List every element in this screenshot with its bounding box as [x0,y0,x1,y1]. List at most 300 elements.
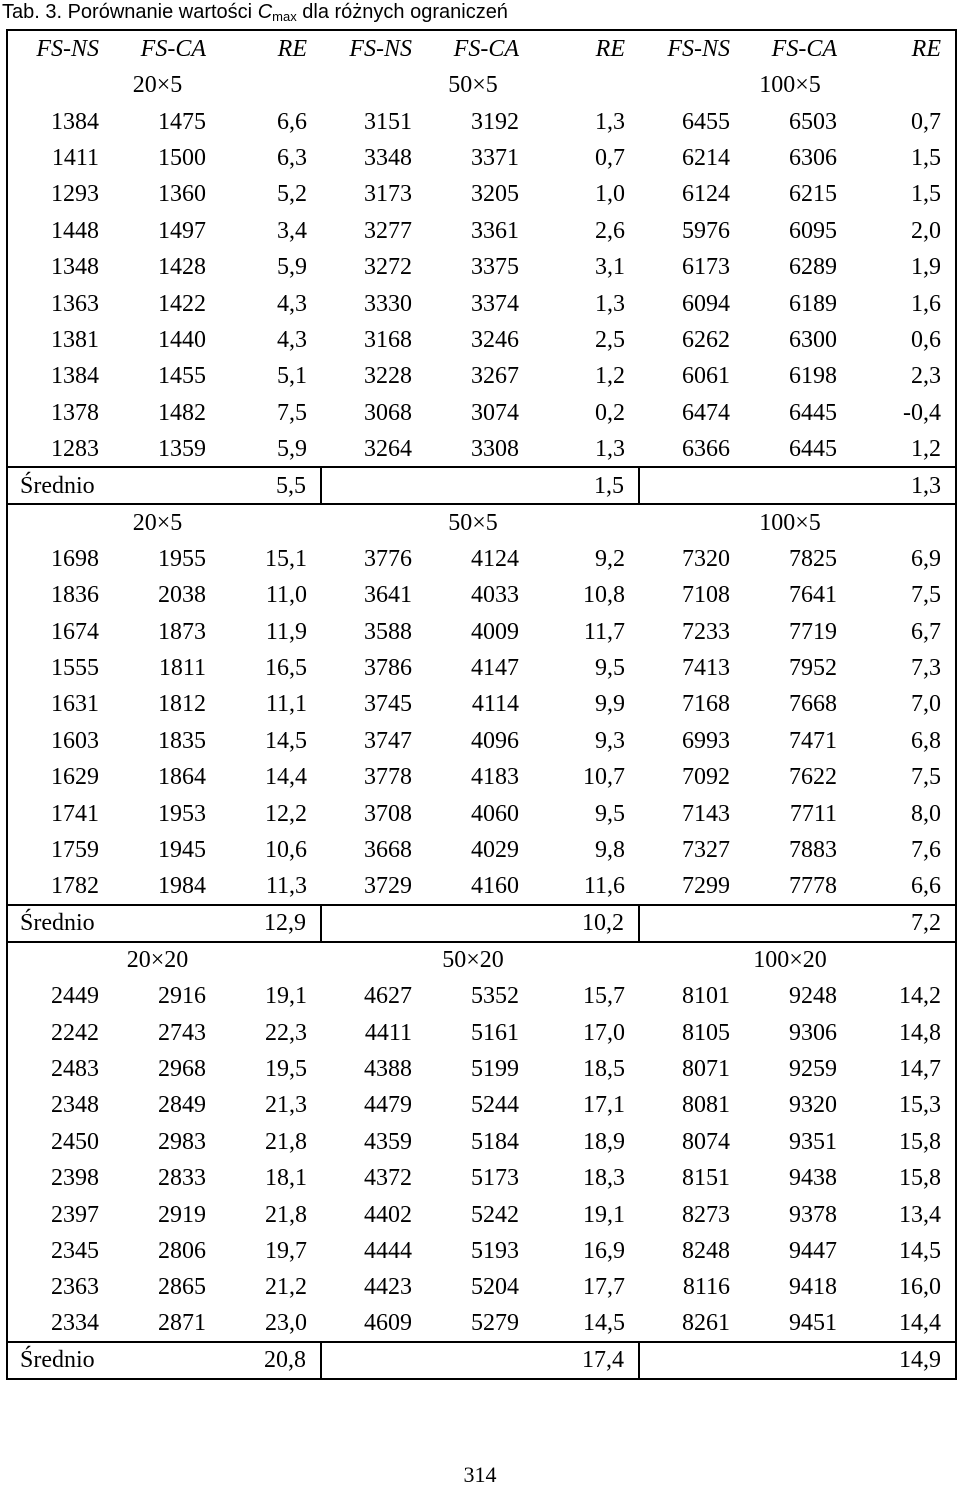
table-cell: 6455 [682,108,730,135]
table-row [7,285,956,321]
table-row [7,795,956,831]
table-cell: 1759 [7,832,113,868]
table-cell: 6300 [789,326,837,353]
table-cell: 6173 [682,254,730,281]
table-cell: 3205 [471,181,519,208]
table-cell: 3668 [364,837,412,863]
table-cell: 16,5 [265,655,307,682]
problem-size-row [7,67,956,103]
table-cell: 19,1 [265,983,307,1010]
table-cell: 2806 [158,1237,206,1264]
table-cell: 1631 [7,686,113,722]
table-cell: 21,2 [265,1274,307,1301]
table-cell: 9,5 [595,655,625,682]
table-cell: 9248 [789,983,837,1010]
table-row [7,723,956,759]
table-cell: 3708 [364,800,412,827]
table-row [7,1124,956,1160]
table-cell: 1497 [158,217,206,244]
table-row [7,613,956,649]
table-cell: 2,5 [595,326,625,353]
table-cell: 2849 [158,1092,206,1119]
table-row [7,249,956,285]
table-cell: 3375 [471,254,519,281]
table-cell: 9,3 [595,727,625,754]
problem-size-row [7,942,956,978]
table-cell: 4147 [471,655,519,682]
caption-cmax-symbol: C [257,1,273,23]
table-cell: 1835 [158,727,206,754]
table-cell: 1428 [158,254,206,281]
table-cell: 5352 [471,983,519,1010]
table-cell: 1953 [158,800,206,827]
table-cell: 6,7 [851,613,956,649]
table-cell: 1293 [7,176,113,212]
table-cell: 3277 [364,217,412,244]
problem-size-label: 50×20 [321,942,639,978]
average-value: 7,2 [851,905,956,942]
table-cell: 9320 [789,1092,837,1119]
empty-cell [639,1342,851,1379]
table-cell: 14,2 [851,978,956,1014]
table-cell: 7622 [789,764,837,791]
table-cell: 7168 [682,691,730,718]
table-cell: 3371 [471,144,519,171]
table-cell: 15,8 [851,1124,956,1160]
table-cell: 0,6 [851,322,956,358]
table-cell: 19,1 [583,1201,625,1228]
table-row [7,541,956,577]
table-cell: 2,6 [595,217,625,244]
column-header: RE [851,30,956,67]
average-value: 10,2 [533,905,639,942]
table-cell: 3173 [364,181,412,208]
table-cell: 1555 [7,650,113,686]
table-row [7,759,956,795]
table-cell: 19,7 [265,1237,307,1264]
table-cell: 7,5 [277,399,307,426]
table-cell: 6,6 [851,868,956,904]
table-cell: 6289 [789,254,837,281]
table-cell: 1,9 [851,249,956,285]
empty-cell [639,467,851,504]
table-cell: 1359 [158,435,206,462]
table-cell: 3272 [364,254,412,281]
table-cell: 18,5 [583,1055,625,1082]
caption-cmax-subscript: max [272,9,297,24]
table-cell: 3745 [364,691,412,718]
table-cell: 11,0 [265,582,307,609]
table-cell: 1,2 [595,363,625,390]
table-cell: 3228 [364,363,412,390]
table-cell: 6445 [789,435,837,462]
table-cell: 7327 [682,837,730,863]
table-cell: 4423 [364,1274,412,1301]
table-cell: 7711 [789,800,837,827]
table-cell: 2398 [7,1160,113,1196]
table-cell: 8105 [682,1019,730,1046]
table-cell: 1811 [158,655,206,682]
table-cell: 3776 [364,545,412,572]
table-cell: 6474 [682,399,730,426]
table-cell: 1,0 [595,181,625,208]
table-cell: 3068 [364,399,412,426]
empty-cell [321,1342,533,1379]
table-cell: 2,0 [851,213,956,249]
table-cell: 17,7 [583,1274,625,1301]
average-value: 14,9 [851,1342,956,1379]
table-cell: 4114 [471,691,519,718]
table-cell: 2,3 [851,358,956,394]
table-cell: 8101 [682,983,730,1010]
table-cell: 4033 [471,582,519,609]
table-cell: 5242 [471,1201,519,1228]
table-cell: 11,9 [265,618,307,645]
table-cell: 1782 [7,868,113,904]
table-cell: 1603 [7,723,113,759]
table-cell: 19,5 [265,1055,307,1082]
table-cell: 2450 [7,1124,113,1160]
table-cell: 7883 [789,837,837,863]
table-cell: 11,7 [583,618,625,645]
table-cell: 7,6 [851,832,956,868]
table-cell: 2916 [158,983,206,1010]
table-cell: 6189 [789,290,837,317]
average-row [7,905,956,942]
table-cell: 6198 [789,363,837,390]
table-cell: 21,8 [265,1128,307,1155]
caption-suffix: dla różnych ograniczeń [296,1,508,23]
table-cell: 1,2 [851,431,956,467]
table-cell: 1873 [158,618,206,645]
table-cell: 18,3 [583,1165,625,1192]
column-header: FS-NS [321,30,426,67]
table-cell: 1384 [7,103,113,139]
table-row [7,103,956,139]
table-cell: 4444 [364,1237,412,1264]
table-cell: 8081 [682,1092,730,1119]
table-cell: 2242 [7,1014,113,1050]
table-cell: 5976 [682,217,730,244]
problem-size-label: 20×5 [7,504,321,540]
table-cell: 6124 [682,181,730,208]
table-row [7,431,956,467]
average-value: 20,8 [220,1342,321,1379]
table-cell: 13,4 [851,1196,956,1232]
table-cell: 0,7 [595,144,625,171]
table-cell: 3778 [364,764,412,791]
table-cell: 7,5 [851,577,956,613]
table-cell: 8071 [682,1055,730,1082]
empty-cell [639,905,851,942]
table-cell: 16,9 [583,1237,625,1264]
table-cell: 7,5 [851,759,956,795]
table-cell: 1,3 [595,108,625,135]
average-label: Średnio [7,905,220,942]
table-cell: 4009 [471,618,519,645]
table-cell: 3361 [471,217,519,244]
table-cell: 7778 [789,872,837,899]
table-cell: 1283 [7,431,113,467]
average-row [7,467,956,504]
table-cell: 3348 [364,144,412,171]
table-cell: 3729 [364,872,412,899]
table-cell: 1674 [7,613,113,649]
table-cell: 3246 [471,326,519,353]
table-cell: 10,6 [265,837,307,863]
table-cell: 6445 [789,399,837,426]
table-cell: 8116 [682,1274,730,1301]
column-header-row [7,30,956,67]
table-cell: 8151 [682,1165,730,1192]
table-cell: 15,1 [265,545,307,572]
table-cell: 3,1 [595,254,625,281]
table-cell: 7413 [682,655,730,682]
table-cell: 4160 [471,872,519,899]
table-cell: 8273 [682,1201,730,1228]
table-cell: 4627 [364,983,412,1010]
table-cell: 7092 [682,764,730,791]
column-header: FS-CA [744,30,851,67]
table-cell: 3641 [364,582,412,609]
table-cell: 0,2 [595,399,625,426]
table-cell: 4479 [364,1092,412,1119]
table-cell: 7,3 [851,650,956,686]
table-cell: 3151 [364,108,412,135]
table-row [7,176,956,212]
table-cell: 11,6 [583,872,625,899]
table-cell: 7,0 [851,686,956,722]
table-cell: 15,7 [583,983,625,1010]
table-cell: 1378 [7,395,113,431]
table-cell: -0,4 [851,395,956,431]
table-cell: 2334 [7,1306,113,1342]
table-cell: 2968 [158,1055,206,1082]
table-cell: 1500 [158,144,206,171]
empty-cell [321,467,533,504]
table-cell: 1363 [7,285,113,321]
table-row [7,322,956,358]
table-cell: 6,6 [277,108,307,135]
table-cell: 15,8 [851,1160,956,1196]
table-cell: 1836 [7,577,113,613]
problem-size-label: 20×20 [7,942,321,978]
table-cell: 2348 [7,1087,113,1123]
table-cell: 3192 [471,108,519,135]
table-cell: 23,0 [265,1310,307,1337]
table-cell: 1411 [7,140,113,176]
table-cell: 6095 [789,217,837,244]
table-cell: 14,4 [851,1306,956,1342]
table-cell: 1,6 [851,285,956,321]
table-cell: 1360 [158,181,206,208]
table-cell: 2397 [7,1196,113,1232]
table-cell: 22,3 [265,1019,307,1046]
table-cell: 1629 [7,759,113,795]
table-row [7,358,956,394]
table-cell: 0,7 [851,103,956,139]
table-cell: 21,8 [265,1201,307,1228]
average-value: 1,3 [851,467,956,504]
table-cell: 11,3 [265,872,307,899]
problem-size-label: 50×5 [448,72,498,99]
table-cell: 14,5 [851,1233,956,1269]
table-cell: 2743 [158,1019,206,1046]
table-cell: 3074 [471,399,519,426]
table-cell: 6215 [789,181,837,208]
table-cell: 9378 [789,1201,837,1228]
table-cell: 1,3 [595,435,625,462]
table-cell: 1812 [158,691,206,718]
table-cell: 2865 [158,1274,206,1301]
table-cell: 9306 [789,1019,837,1046]
table-cell: 7471 [789,727,837,754]
table-cell: 3747 [364,727,412,754]
caption-label: Tab. 3. Porównanie wartości [2,1,258,23]
table-cell: 6993 [682,727,730,754]
table-cell: 9,2 [595,545,625,572]
column-header: RE [220,30,321,67]
problem-size-label: 100×5 [639,504,956,540]
table-cell: 4388 [364,1055,412,1082]
table-cell: 7320 [682,545,730,572]
table-cell: 1475 [158,108,206,135]
problem-size-row [7,504,956,540]
table-row [7,1160,956,1196]
table-cell: 7719 [789,618,837,645]
table-cell: 7108 [682,582,730,609]
table-cell: 15,3 [851,1087,956,1123]
average-label: Średnio [7,467,220,504]
column-header: FS-NS [639,30,744,67]
table-cell: 5199 [471,1055,519,1082]
table-cell: 6306 [789,144,837,171]
table-cell: 5,9 [277,435,307,462]
table-row [7,686,956,722]
table-cell: 3588 [364,618,412,645]
table-cell: 2449 [7,978,113,1014]
table-cell: 14,4 [265,764,307,791]
table-cell: 1422 [158,290,206,317]
table-cell: 4096 [471,727,519,754]
table-cell: 3308 [471,435,519,462]
table-row [7,650,956,686]
table-cell: 5193 [471,1237,519,1264]
table-cell: 7641 [789,582,837,609]
table-cell: 5279 [471,1310,519,1337]
table-row [7,1014,956,1050]
table-cell: 17,1 [583,1092,625,1119]
table-cell: 4183 [471,764,519,791]
table-cell: 14,8 [851,1014,956,1050]
table-cell: 4060 [471,800,519,827]
table-cell: 6503 [789,108,837,135]
table-cell: 9418 [789,1274,837,1301]
table-cell: 12,2 [265,800,307,827]
table-cell: 10,7 [583,764,625,791]
table-row [7,978,956,1014]
table-cell: 4359 [364,1128,412,1155]
table-cell: 1945 [158,837,206,863]
table-cell: 4029 [471,837,519,863]
table-cell: 10,8 [583,582,625,609]
table-cell: 5173 [471,1165,519,1192]
table-cell: 8261 [682,1310,730,1337]
table-cell: 1440 [158,326,206,353]
table-cell: 9351 [789,1128,837,1155]
table-cell: 4,3 [277,290,307,317]
table-cell: 6,8 [851,723,956,759]
table-cell: 3168 [364,326,412,353]
table-row [7,577,956,613]
table-row [7,1087,956,1123]
average-value: 12,9 [220,905,321,942]
problem-size-label: 100×20 [639,942,956,978]
problem-size-label: 100×5 [639,67,956,103]
table-cell: 2919 [158,1201,206,1228]
table-cell: 1482 [158,399,206,426]
table-cell: 7952 [789,655,837,682]
problem-size-label: 50×5 [321,504,639,540]
table-row [7,868,956,904]
table-cell: 16,0 [851,1269,956,1305]
table-cell: 4609 [364,1310,412,1337]
table-cell: 9,8 [595,837,625,863]
table-row [7,395,956,431]
table-cell: 1984 [158,872,206,899]
table-cell: 2483 [7,1051,113,1087]
table-cell: 14,7 [851,1051,956,1087]
table-cell: 3786 [364,655,412,682]
average-value: 1,5 [533,467,639,504]
table-cell: 6214 [682,144,730,171]
empty-cell [321,905,533,942]
table-cell: 6,9 [851,541,956,577]
table-cell: 4124 [471,545,519,572]
average-value: 5,5 [220,467,321,504]
table-cell: 9451 [789,1310,837,1337]
table-row [7,832,956,868]
table-row [7,140,956,176]
table-cell: 17,0 [583,1019,625,1046]
table-cell: 5,9 [277,254,307,281]
average-value: 17,4 [533,1342,639,1379]
table-cell: 1698 [7,541,113,577]
table-cell: 4372 [364,1165,412,1192]
table-cell: 7299 [682,872,730,899]
table-cell: 8,0 [851,795,956,831]
table-cell: 2983 [158,1128,206,1155]
table-cell: 14,5 [265,727,307,754]
table-cell: 2345 [7,1233,113,1269]
average-label: Średnio [7,1342,220,1379]
table-cell: 6061 [682,363,730,390]
table-cell: 3,4 [277,217,307,244]
table-cell: 5,2 [277,181,307,208]
table-row [7,1233,956,1269]
table-cell: 6366 [682,435,730,462]
table-cell: 3264 [364,435,412,462]
table-cell: 9,9 [595,691,625,718]
table-cell: 1955 [158,545,206,572]
table-cell: 2833 [158,1165,206,1192]
table-cell: 1,5 [851,176,956,212]
table-cell: 2871 [158,1310,206,1337]
table-cell: 18,1 [265,1165,307,1192]
table-cell: 5184 [471,1128,519,1155]
table-cell: 5161 [471,1019,519,1046]
table-cell: 8074 [682,1128,730,1155]
